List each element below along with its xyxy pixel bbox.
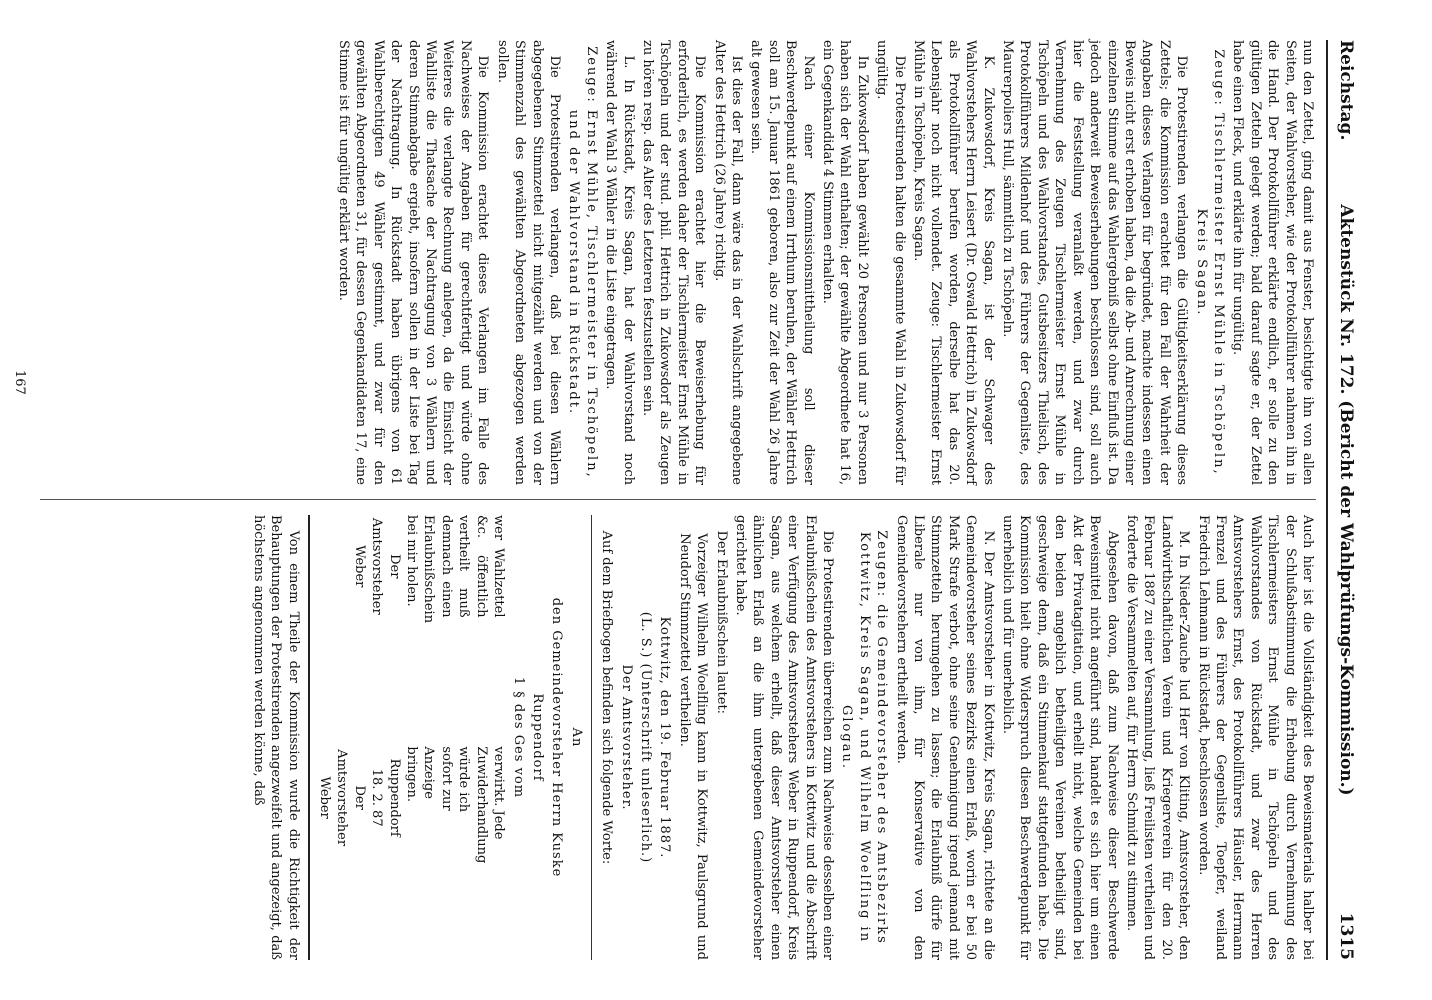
paragraph: Die Kommission erachtet dieses Verlangen im Falle des Nachweises der Angaben für gerechtfertigt und würde ohne Weiteres die verlangte Rechnung anlegen, da die Einsicht der Wahlliste die Thatsache der Nachtragung von 3 Wählern und deren Stimmabgabe ergiebt, insofern sollen in der Liste bei Tag der Nachtragung. In Rückstadt haben übrigens von 61 Wahlberechtigten 49 Wähler gestimmt, und zwar für den gewählten Abgeordneten 31, für dessen Gegenkandidaten 17, eine Stimme ist für ungültig erklärt worden. [336,40,491,485]
letter-sign-title: Der Amtsvorsteher [334,749,367,847]
quoted-line: Der Amtsvorsteher. [618,664,634,811]
paragraph: Die Protestirenden verlangen, daß bei diesen Wählern abgegebenen Stimmzettel nicht mitgezählt werden und von der Stimmenzahl des gewählten Abgeordneten abgezogen werden sollen. [494,40,562,485]
letter-text: wer Wahlzettel &c. öffentlich vertheilt muß demnach einen Erlaubnißschein bei mir holen. [404,515,507,624]
paragraph: L. In Rückstadt, Kreis Sagan, hat der Wahlvorstand noch während der Wahl 3 Wähler in die Liste eingetragen. [603,40,636,485]
letter-addressee: den Gemeindevorsteher Herrn Kuske [549,597,565,878]
box-rule-top [591,515,592,960]
witness-line: Zeuge: Tischlermeister Ernst Mühle in Tschöpeln, Kreis Sagan. [1193,49,1226,476]
paragraph: Auch hier ist die Vollständigkeit des Beweismaterials halber bei der Schlußabstimmung die Erhebung durch Vernehmung des Tischlermeisters Ernst Mühle in Tschöpeln und des Wahlvorstandes von Rückstadt, und zwar des Herren Amtsvorstehers Ernst, des Protokollführers Häusler, Herrmann Frenzel und des Führers der Gegenliste, Toepfer, weiland Friedrich Lehmann in Rückstadt, beschlossen worden. [1195,515,1315,960]
header-rule [1326,40,1328,960]
paragraph: K. Zukowsdorf, Kreis Sagan, ist der Schwager des Wahlvorstehers Herrn Leisert (Dr. Oswald Hettrich) in Zukowsdorf als Protokollführer berufen worden, derselbe hat das 20. Lebensjahr noch nicht vollendet. Zeuge: Tischlermeister Ernst Mühle in Tschöpeln, Kreis Sagan. [911,40,996,485]
letter-heading: An [568,727,584,748]
letter-body [316,515,507,960]
left-column [40,40,1316,485]
letter-date: Ruppendorf 18. 2. 87 [369,758,402,837]
letter-ref: 1 § des Ges vom [510,676,526,799]
page-header [1328,40,1362,960]
witness-line: Zeugen: die Gemeindevorsteher des Amtsbezirks Kottwitz, Kreis Sagan, und Wilhelm Woelfling in Glogau. [839,530,890,945]
letter-text: verwirkt. Jede Zuwiderhandlung würde ich sofort zur Anzeige bringen. [404,746,507,864]
paragraph: Auf dem Briefbogen befinden sich folgende Worte: [599,530,615,865]
letter-sign-name: Weber [351,545,367,588]
letter-sign-name: Weber [317,776,333,819]
paragraph: Der Erlaubnißschein lautet: [713,530,729,715]
paragraph: N. Der Amtsvorsteher in Kottwitz, Kreis Sagan, richtete an die Gemeindevorsteher seines Bezirks einen Erlaß, worin er bei 50 Mark Strafe verbot, ohne seine Genehmigung irgend jemand mit Stimmzetteln herumgehen zu lassen; die Erlaubniß dürfe für Liberale nur von ihm, für Konservative von den Gemeindevorstehern ertheilt werden. [893,515,996,960]
letter-sign-title: Der Amtsvorsteher [369,517,402,615]
paragraph: Die Protestirenden verlangen die Gültigkeitserklärung dieses Zettels; die Kommission erachtet für den Fall der Wahrheit der Angaben dieses Verlangen für begründet, machte indessen einen Beweis nicht erst erhoben haben, da die Ab- und Anrechnung einer einzelnen Stimme auf das Wahlergebniß selbst ohne Einfluß ist. Da jedoch anderweit Beweiserhebungen beschlossen sind, soll auch hier die Feststellung veranlaßt werden, und zwar durch Vernehmung des Zeugen Tischlermeister Ernst Mühle in Tschöpeln und des Wahlvorstandes, Gutsbesitzers Thielisch, des Protokollführers Mildenhof und des Führers der Gegenliste, des Maurerpoliers Hull, sämmtlich zu Tschöpeln. [1000,40,1190,485]
paragraph: Ist dies der Fall, dann wäre das in der Wahlschrift angegebene Alter des Hettrich (26 Jahre) richtig. [711,40,744,485]
quoted-line: Vorzeiger Wilhelm Woelfling kann in Kottwitz, Paulsgrund und Neudorf Stimmzettel vertheilen. [676,533,710,960]
paragraph: nun den Zettel, ging damit aus Fenster, besichtigte ihn von allen Seiten, der Wahlvorsteher, wie der Protokollführer nahmen ihn in die Hand. Der Protokollführer erklärte endlich, er solle zu den gültigen Zetteln gelegt werden; bald darauf sagte er, der Zettel habe einen Fleck, und erklärte ihn für ungültig. [1230,40,1315,485]
quoted-line: Kottwitz, den 19. Februar 1887. [657,616,673,859]
paragraph: Von einem Theile der Kommission wurde die Richtigkeit der Behauptungen der Protestirenden angezweifelt und angezeigt, daß höchstens angenommen werden könne, daß [250,515,301,960]
paragraph: M. In Nieder-Zauche lud Herr von Kliting, Amtsvorsteher, den Landwirthschaftlichen Verein und Kriegerverein für den 20. Februar 1887 zu einer Versammlung, ließ Freilisten vertheilen und forderte die Versammelten auf, für Herrn Schmidt zu stimmen. [1123,515,1192,960]
header-left: Reichstag. [1336,40,1356,141]
paragraph: In Zukowsdorf haben gewählt 20 Personen und nur 3 Personen haben sich der Wahl enthalten; der gewählte Abgeordnete hat 16, ein Gegenkandidat 4 Stimmen erhalten. [820,40,870,485]
header-title: Aktenstück Nr. 172. (Bericht der Wahlprüfungs-Kommission.) [1336,204,1356,796]
quoted-line: (L. S.) (Unterschrift unleserlich.) [637,611,653,864]
paragraph: Die Protestirenden halten die gesammte Wahl in Zukowsdorf für ungültig. [874,40,907,485]
letter-col-left [316,515,507,729]
box-rule-bottom [308,515,310,960]
column-divider [40,499,1316,500]
paragraph: Die Kommission erachtet hier die Beweiserhebung für erforderlich, es werden daher der Tischlermeister Ernst Mühle in Tschöpeln und der stud. phil. Hettrich in Zukowsdorf als Zeugen zu hören resp. das Alter des Letzteren festzustellen sein. [639,40,708,485]
letter-col-right [316,746,507,960]
paragraph: Nach einer Kommissionsmittheilung soll dieser Beschwerdepunkt auf einem Irrthum beruhen, der Wähler Hettrich soll am 15. Januar 1861 geboren, also zur Zeit der Wahl 26 Jahre alt gewesen sein. [748,40,816,485]
paragraph: Die Protestirenden überreichen zum Nachweise desselben einer Erlaubnißschein des Amtsvorstehers in Kottwitz und die Abschrift einer Verfügung des Amtsvorstehers Weber in Ruppendorf, Kreis Sagan, aus welchem erhellt, daß dieser Amtsvorsteher einen ähnlichen Erlaß an die ihm untergebenen Gemeindevorsteher gerichtet habe. [733,515,836,960]
right-column [40,515,1316,960]
footer-page-mark: 167 [12,370,27,395]
page-number: 1315 [1336,912,1356,960]
letter-place: Ruppendorf [529,693,545,782]
paragraph: Abgesehen davon, daß zum Nachweise dieser Beschwerde Beweismittel nicht angeführt sind, handelt es sich hier um einen Akt der Privatagitation, und erhellt nicht, welche Gemeinden bei den beiden angeblich betheiligten Vereinen betheiligt sind, geschweige denn, daß ein Stimmenkauf stattgefunden habe. Die Kommission hielt ohne Widerspruch diesen Beschwerdepunkt für unerheblich und für unerheblich. [1000,515,1120,960]
witness-line: Zeuge: Ernst Mühle, Tischlermeister in Tschöpeln, und der Wahlvorstand in Rückstadt. [566,46,599,479]
